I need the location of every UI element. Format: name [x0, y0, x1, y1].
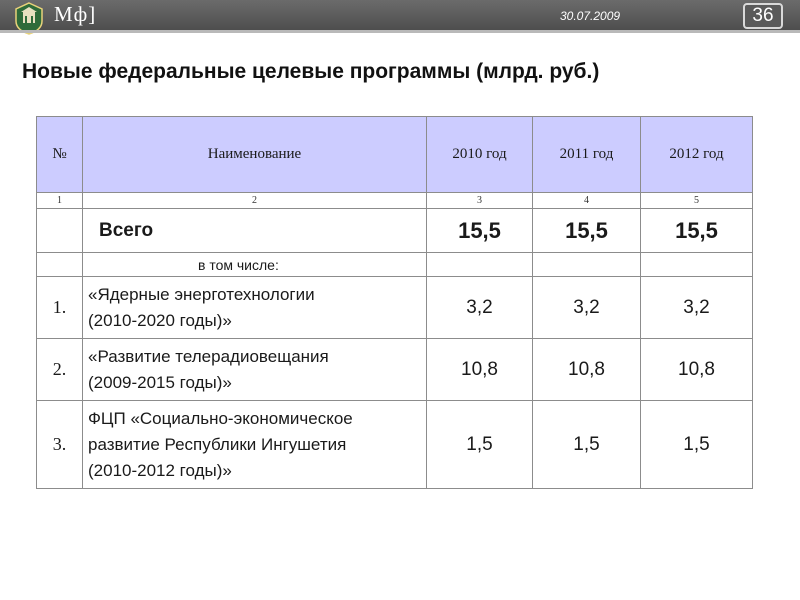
programs-table	[36, 116, 753, 489]
empty-cell	[37, 209, 83, 253]
total-value-2010: 15,5	[427, 209, 533, 253]
column-header-2012: 2012 год	[641, 117, 753, 193]
value-2010: 1,5	[427, 401, 533, 489]
total-label: Всего	[83, 209, 427, 253]
program-name-line: (2010-2012 годы)»	[88, 460, 232, 480]
value-2012: 10,8	[641, 339, 753, 401]
top-bar	[0, 0, 800, 30]
value-2012: 3,2	[641, 277, 753, 339]
column-index-row	[37, 193, 753, 209]
row-number: 2.	[37, 339, 83, 401]
empty-cell	[641, 253, 753, 277]
top-bar-divider	[0, 30, 800, 33]
table-header-row	[37, 117, 753, 193]
program-name-line: «Развитие телерадиовещания	[88, 346, 329, 366]
table-row	[37, 277, 753, 339]
subheading-row	[37, 253, 753, 277]
column-header-name: Наименование	[83, 117, 427, 193]
empty-cell	[37, 253, 83, 277]
column-header-number: №	[37, 117, 83, 193]
column-header-2011: 2011 год	[533, 117, 641, 193]
column-index: 2	[83, 193, 427, 209]
program-name	[83, 401, 427, 489]
row-number: 1.	[37, 277, 83, 339]
value-2011: 3,2	[533, 277, 641, 339]
total-value-2011: 15,5	[533, 209, 641, 253]
value-2012: 1,5	[641, 401, 753, 489]
program-name-line: «Ядерные энерготехнологии	[88, 284, 315, 304]
table-row	[37, 401, 753, 489]
value-2011: 1,5	[533, 401, 641, 489]
column-index: 1	[37, 193, 83, 209]
value-2011: 10,8	[533, 339, 641, 401]
column-index: 5	[641, 193, 753, 209]
slide-date: 30.07.2009	[560, 9, 621, 23]
program-name-line: ФЦП «Социально-экономическое	[88, 408, 353, 428]
program-name-line: (2010-2020 годы)»	[88, 310, 232, 330]
table-row	[37, 339, 753, 401]
slide-number-badge	[743, 3, 783, 29]
program-name-line: развитие Республики Ингушетия	[88, 434, 347, 454]
brand-logo-text: Мф]	[54, 2, 97, 26]
column-index: 3	[427, 193, 533, 209]
total-row	[37, 209, 753, 253]
empty-cell	[427, 253, 533, 277]
total-value-2012: 15,5	[641, 209, 753, 253]
subheading-label: в том числе:	[83, 253, 427, 277]
value-2010: 10,8	[427, 339, 533, 401]
column-header-2010: 2010 год	[427, 117, 533, 193]
program-name	[83, 339, 427, 401]
value-2010: 3,2	[427, 277, 533, 339]
page-title: Новые федеральные целевые программы (млрд. руб.)	[22, 60, 600, 83]
column-index: 4	[533, 193, 641, 209]
row-number: 3.	[37, 401, 83, 489]
program-name-line: (2009-2015 годы)»	[88, 372, 232, 392]
slide-number: 36	[752, 5, 774, 26]
program-name	[83, 277, 427, 339]
empty-cell	[533, 253, 641, 277]
